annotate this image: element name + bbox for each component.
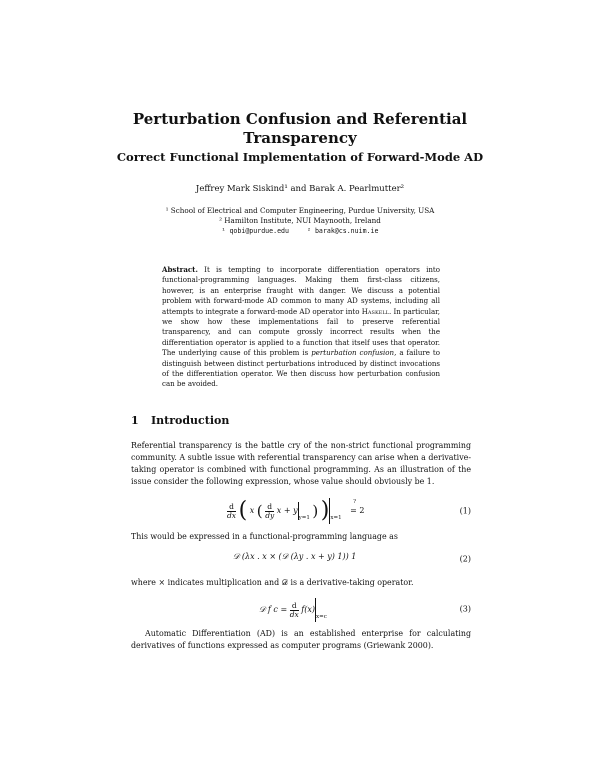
section-heading (131, 414, 229, 427)
abstract (162, 265, 440, 390)
equation-2: 𝒟 (λx . x × (𝒟 (λy . x + y) 1)) 1 (2) (233, 552, 471, 564)
affiliation-1: ¹ School of Electrical and Computer Engineering, Purdue University, USA (165, 206, 435, 215)
paper-title: Perturbation Confusion and Referential Transparency (132, 110, 468, 147)
abstract-haskell: Haskell (361, 306, 389, 316)
abstract-text-2: . In particular, we show how these implementations fail to preserve referential transparency, and can compute grossly incorrect results when the differentiation operator is applied to a function that itself uses that operator. The underlying cause of this problem is (162, 306, 441, 358)
affiliation-2: ² Hamilton Institute, NUI Maynooth, Ireland (219, 216, 381, 225)
section-number: 1 (131, 414, 139, 427)
email-1[interactable]: ¹ qobi@purdue.edu (221, 227, 290, 235)
equation-3-number: (3) (459, 604, 471, 614)
email-line (100, 226, 500, 236)
equation-1-number: (1) (459, 506, 471, 516)
author-line: Jeffrey Mark Siskind¹ and Barak A. Pearlmutter² (195, 184, 405, 194)
section-title: Introduction (151, 414, 230, 427)
paragraph-3: where × indicates multiplication and 𝒟 is a derivative-taking operator. (131, 578, 414, 587)
paper-subtitle: Correct Functional Implementation of Forward-Mode AD (116, 150, 484, 164)
abstract-emphasis: perturbation confusion (311, 348, 395, 358)
paragraph-2: This would be expressed in a functional-programming language as (131, 532, 398, 541)
equation-3: 𝒟 f c = $\frac{d}{dx}$ $f(x)_{x=c}$ (3) (131, 594, 471, 624)
equation-2-number: (2) (459, 554, 471, 564)
abstract-label: Abstract. (162, 265, 198, 274)
paragraph-4: Automatic Differentiation (AD) is an established enterprise for calculating derivatives of functions expressed as computer programs (Griewank 2000). (131, 629, 471, 650)
equation-1: $\frac{d}{dx}$ ( x ( $\frac{d}{dy}$ $x + y_{y=1}$ ) )$_{x=1}$ ? = 2 (1) (227, 498, 471, 523)
paragraph-1: Referential transparency is the battle cry of the non-strict functional programming community. A subtle issue with referential transparency can arise when a derivative-taking operator is combined with functional programming. As an illustration of the issue consider the following expression, whose value should obviously be 1. (131, 441, 471, 486)
abstract-text-1: It is tempting to incorporate differentiation operators into functional-programming languages. Making them first-class citizens, however, is an enterprise fraught with danger. We discuss a potential problem with forward-mode AD common to many AD systems, including all attempts to integrate a forward-mode AD operator into (162, 265, 440, 316)
email-2[interactable]: ² barak@cs.nuim.ie (307, 227, 379, 235)
abstract-text-3: , a failure to distinguish between distinct perturbations introduced by distinct invocations of the differentiation operator. We then discuss how perturbation confusion can be avoided. (162, 348, 440, 389)
